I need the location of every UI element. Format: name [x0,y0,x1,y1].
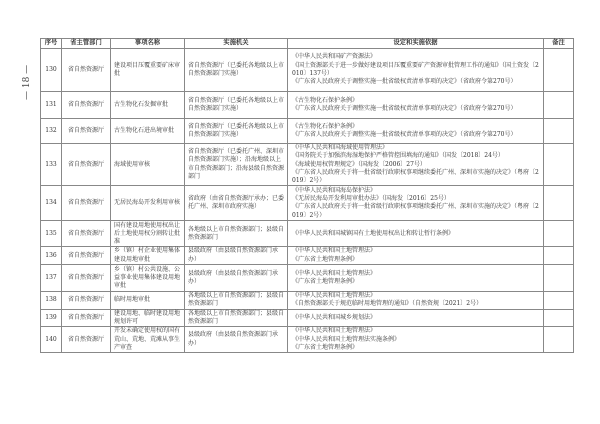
page-number: — 18 — [22,64,32,100]
agency-cell: 县级政府（由县级自然资源部门承办） [185,327,288,353]
note-cell [544,144,574,186]
basis-line: 《广东省土地管理条例》 [292,343,359,351]
table-row [41,92,574,119]
table-row [41,186,574,221]
item-name-cell: 开发未确定使用权的国有荒山、荒地、荒滩从事生产审查 [111,327,185,353]
item-name-cell: 建设项目压覆重要矿床审批 [111,49,185,92]
basis-cell [288,186,544,221]
header-agency: 实施机关 [185,39,288,49]
basis-cell [288,309,544,327]
header-note: 备注 [544,39,574,49]
basis-line: 《广东省人民政府关于将一批省级行政职权事项继续委托广州、深圳市实施的决定》（粤府〔2019〕2号） [292,168,539,185]
basis-line: 《广东省人民政府关于调整实施一批省级权责清单事项的决定》（省政府令第270号） [292,131,517,138]
basis-line: 《中华人民共和国城乡规划法》 [292,313,377,321]
note-cell [544,119,574,144]
department-cell: 省自然资源厅 [62,221,111,247]
row-number: 137 [41,265,62,292]
table-row [41,144,574,186]
note-cell [544,292,574,310]
agency-cell: 县级政府（由县级自然资源部门承办） [185,265,288,292]
basis-line: 《国土资源部关于进一步做好建设项目压覆重要矿产资源审批管理工作的通知》（国土资发〔2010〕137号） [292,61,539,77]
item-name-cell: 无居民海岛开发利用审核 [111,186,185,221]
agency-cell: 省自然资源厅（已委托广州、深圳市自然资源部门实施）；沿海地级以上市自然资源部门；沿海县级自然资源部门 [185,144,288,186]
department-cell: 省自然资源厅 [62,144,111,186]
item-name-cell: 古生物化石进出境审批 [111,119,185,144]
note-cell [544,247,574,265]
department-cell: 省自然资源厅 [62,49,111,92]
department-cell: 省自然资源厅 [62,327,111,353]
basis-line: 《广东省人民政府关于将一批省级行政职权事项继续委托广州、深圳市实施的决定》（粤府〔2019〕2号） [292,203,539,219]
row-number: 136 [41,247,62,265]
basis-cell [288,292,544,310]
basis-line: 《海域使用权管理规定》（国海发〔2006〕27号） [292,160,426,168]
basis-cell [288,247,544,265]
department-cell: 省自然资源厅 [62,247,111,265]
basis-line: 《广东省土地管理条例》 [292,278,359,286]
row-number: 134 [41,186,62,221]
approval-items-table [40,38,574,353]
item-name-cell: 乡（镇）村公共设施、公益事业使用集体建设用地审批 [111,265,185,292]
basis-cell [288,221,544,247]
agency-cell: 省自然资源厅（已委托各地级以上市自然资源部门实施） [185,49,288,92]
agency-cell: 各地级以上市自然资源部门；县级自然资源部门 [185,221,288,247]
basis-line: 《广东省人民政府关于调整实施一批省级权责清单事项的决定》（省政府令第270号） [292,78,517,86]
basis-line: 《中华人民共和国海岛保护法》 [292,186,377,194]
agency-cell: 省自然资源厅（已委托各地级以上市自然资源部门实施） [185,119,288,144]
header-basis: 设定和实施依据 [288,39,544,49]
row-number: 132 [41,119,62,144]
department-cell: 省自然资源厅 [62,119,111,144]
table-header-row [41,39,574,49]
row-number: 135 [41,221,62,247]
table-row [41,221,574,247]
item-name-cell: 临时用地审批 [111,292,185,310]
basis-cell [288,265,544,292]
note-cell [544,49,574,92]
basis-line: 《广东省土地管理条例》 [292,255,359,263]
row-number: 130 [41,49,62,92]
basis-line: 《广东省人民政府关于调整实施一批省级权责清单事项的决定》（省政府令第270号） [292,105,517,112]
item-name-cell: 建设用地、临时建设用地规划许可 [111,309,185,327]
agency-cell: 省自然资源厅（已委托各地级以上市自然资源部门实施） [185,92,288,119]
basis-line: 《无居民海岛开发利用审批办法》（国海发〔2016〕25号） [292,195,450,203]
note-cell [544,186,574,221]
table-row [41,247,574,265]
table-row [41,327,574,353]
row-number: 133 [41,144,62,186]
basis-line: 《中华人民共和国土地管理法》 [292,292,377,300]
basis-line: 《中华人民共和国海域使用管理法》 [292,144,389,151]
basis-line: 《中华人民共和国土地管理法》 [292,269,377,277]
basis-cell [288,144,544,186]
row-number: 139 [41,309,62,327]
agency-cell: 各地级以上市自然资源部门；县级自然资源部门 [185,292,288,310]
department-cell: 省自然资源厅 [62,309,111,327]
note-cell [544,92,574,119]
note-cell [544,309,574,327]
basis-cell [288,49,544,92]
row-number: 140 [41,327,62,353]
table-row [41,265,574,292]
basis-line: 《中华人民共和国城镇国有土地使用权出让和转让暂行条例》 [292,229,455,237]
table-row [41,292,574,310]
basis-line: 《中华人民共和国土地管理法实施条例》 [292,335,401,343]
basis-line: 《古生物化石保护条例》 [292,122,359,130]
table-row [41,49,574,92]
department-cell: 省自然资源厅 [62,292,111,310]
agency-cell: 县级政府（由县级自然资源部门承办） [185,247,288,265]
table-row [41,119,574,144]
basis-line: 《中华人民共和国土地管理法》 [292,247,377,255]
basis-cell [288,327,544,353]
department-cell: 省自然资源厅 [62,186,111,221]
header-number: 序号 [41,39,62,49]
agency-cell: 各地级以上市自然资源部门；县级自然资源部门 [185,309,288,327]
row-number: 138 [41,292,62,310]
row-number: 131 [41,92,62,119]
header-item-name: 事项名称 [111,39,185,49]
basis-cell [288,92,544,119]
basis-line: 《古生物化石保护条例》 [292,96,359,104]
item-name-cell: 海域使用审核 [111,144,185,186]
note-cell [544,265,574,292]
table-row [41,309,574,327]
agency-cell: 省政府（由省自然资源厅承办；已委托广州、深圳市政府实施） [185,186,288,221]
note-cell [544,327,574,353]
basis-cell [288,119,544,144]
department-cell: 省自然资源厅 [62,265,111,292]
basis-line: 《自然资源部关于规范临时用地管理的通知》（自然资规〔2021〕2号） [292,300,483,308]
item-name-cell: 乡（镇）村企业使用集体建设用地审批 [111,247,185,265]
basis-line: 《中华人民共和国矿产资源法》 [292,53,377,61]
basis-line: 《中华人民共和国土地管理法》 [292,327,377,335]
item-name-cell: 古生物化石发掘审批 [111,92,185,119]
item-name-cell: 国有建设用地使用权出让后土地使用权分割转让批准 [111,221,185,247]
note-cell [544,221,574,247]
department-cell: 省自然资源厅 [62,92,111,119]
header-department: 省主管部门 [62,39,111,49]
basis-line: 《国务院关于加强滨海湿地保护严格管控围填海的通知》（国发〔2018〕24号） [292,152,504,160]
